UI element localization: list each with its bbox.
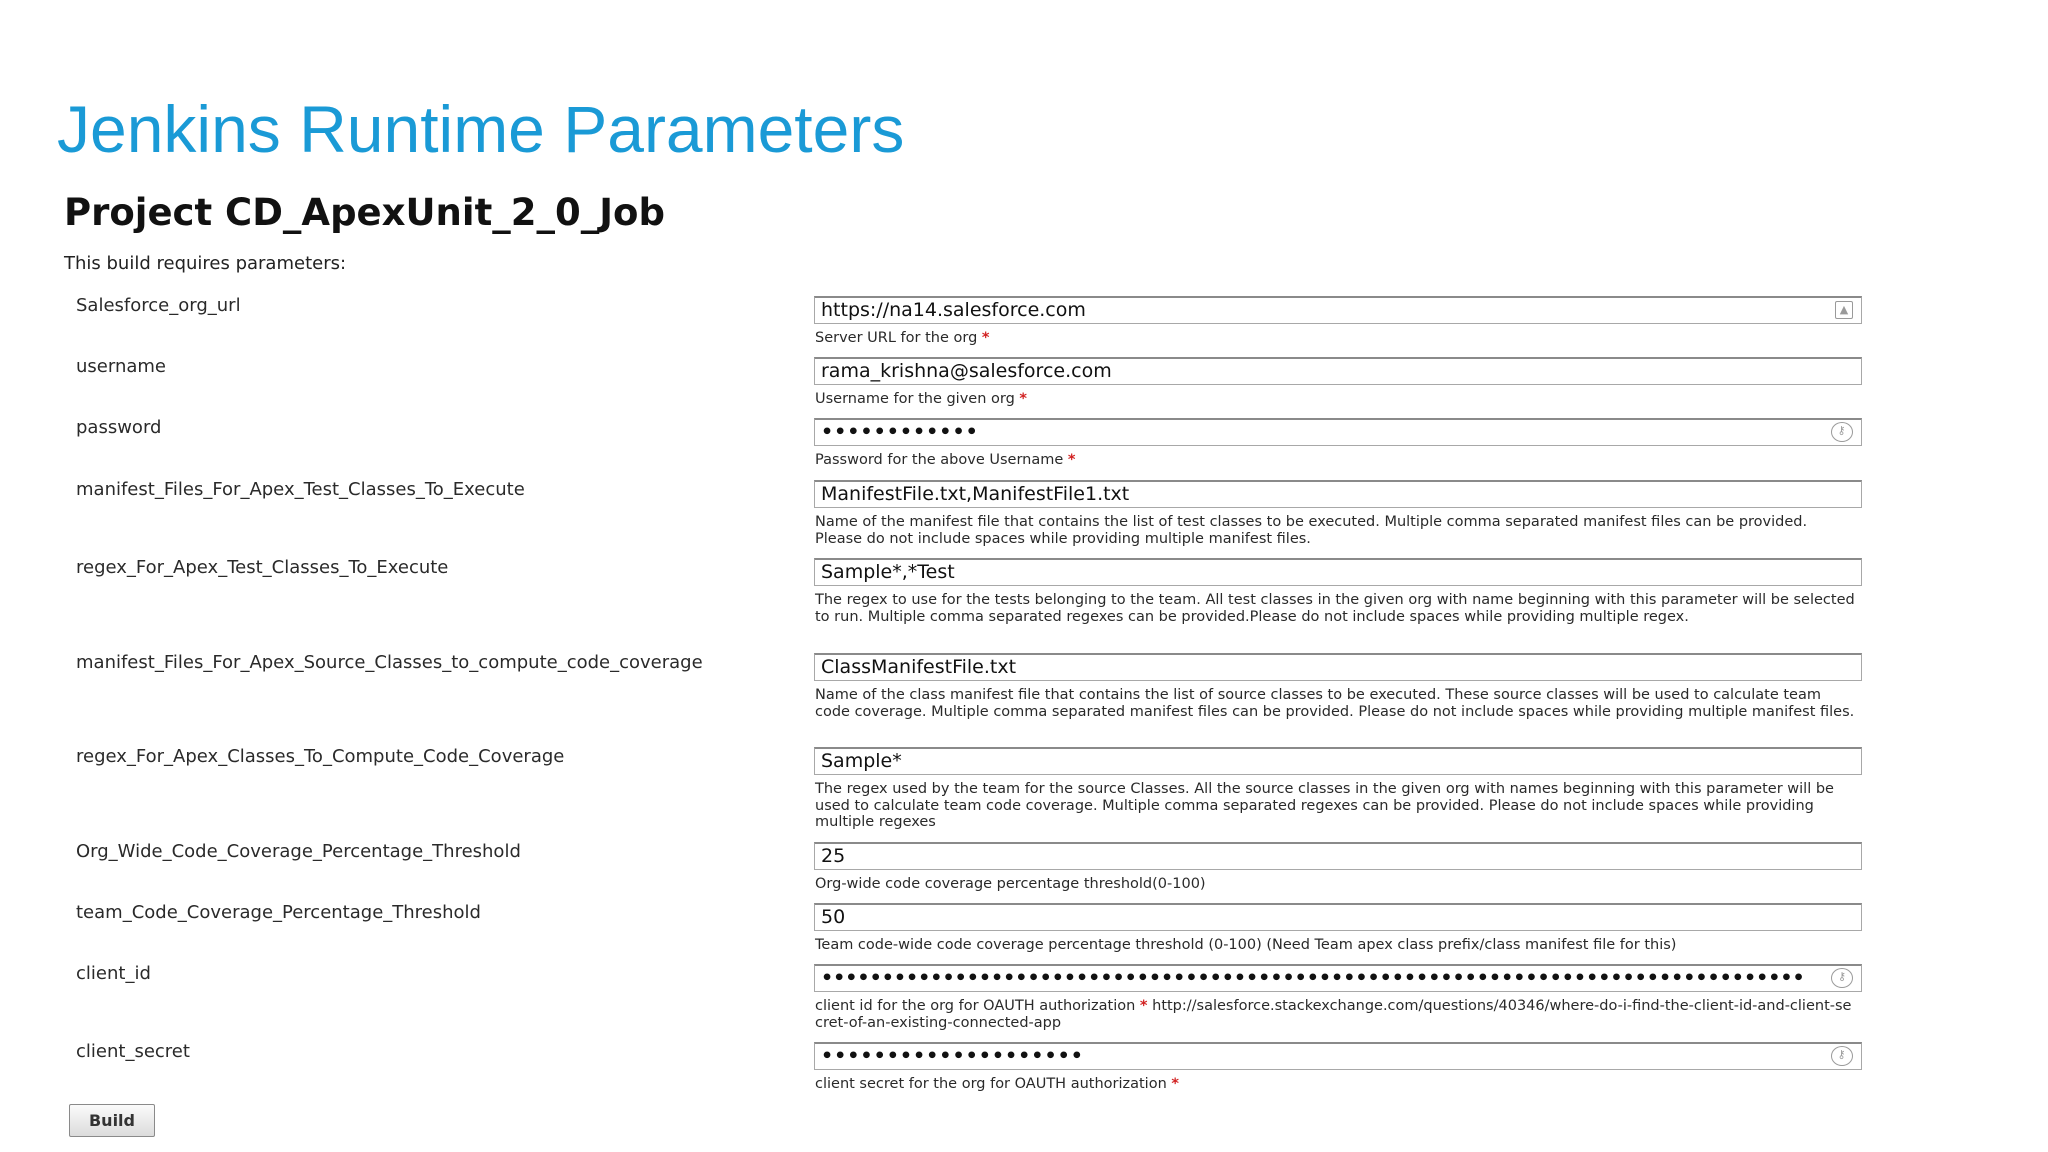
regex-coverage-classes-value: Sample* bbox=[821, 750, 902, 772]
param-desc-password: Password for the above Username * bbox=[815, 452, 1076, 468]
regex-test-classes-input[interactable] bbox=[814, 558, 1862, 586]
key-icon[interactable]: ⚷ bbox=[1831, 968, 1853, 988]
manifest-test-classes-value: ManifestFile.txt,ManifestFile1.txt bbox=[821, 483, 1130, 505]
key-icon[interactable]: ⚷ bbox=[1831, 1046, 1853, 1066]
param-label-regex-coverage-classes: regex_For_Apex_Classes_To_Compute_Code_Coverage bbox=[76, 746, 565, 767]
project-title: Project CD_ApexUnit_2_0_Job bbox=[64, 191, 665, 234]
param-label-manifest-test-classes: manifest_Files_For_Apex_Test_Classes_To_Execute bbox=[76, 479, 525, 500]
salesforce-org-url-input[interactable] bbox=[814, 296, 1862, 324]
password-input[interactable] bbox=[814, 418, 1862, 446]
build-button[interactable]: Build bbox=[69, 1104, 155, 1137]
param-desc-manifest-test-classes: Name of the manifest file that contains the list of test classes to be executed. Multiple comma separated manifest files can be provided. Please do not include spaces while providing multiple manifest files. bbox=[815, 514, 1808, 547]
client-secret-value: •••••••••••••••••••• bbox=[821, 1045, 1084, 1067]
param-desc-salesforce-org-url: Server URL for the org * bbox=[815, 330, 990, 346]
param-desc-client-id: client id for the org for OAUTH authorization * http://salesforce.stackexchange.com/questions/40346/where-do-i-find-the-client-id-and-client-secret-of-an-existing-connected-app bbox=[815, 998, 1852, 1031]
param-desc-client-secret: client secret for the org for OAUTH authorization * bbox=[815, 1076, 1179, 1092]
param-desc-org-coverage-threshold: Org-wide code coverage percentage threshold(0-100) bbox=[815, 876, 1206, 892]
param-desc-team-coverage-threshold: Team code-wide code coverage percentage threshold (0-100) (Need Team apex class prefix/class manifest file for this) bbox=[815, 937, 1677, 953]
param-label-manifest-source-classes: manifest_Files_For_Apex_Source_Classes_to_compute_code_coverage bbox=[76, 652, 703, 673]
param-label-password: password bbox=[76, 417, 162, 438]
client-id-help-link[interactable]: http://salesforce.stackexchange.com/questions/40346/where-do-i-find-the-client-id-and-client-secret-of-an-existing-connected-app bbox=[815, 998, 1852, 1031]
requires-parameters-text: This build requires parameters: bbox=[64, 253, 347, 274]
required-mark: * bbox=[1139, 998, 1148, 1014]
manifest-source-classes-value: ClassManifestFile.txt bbox=[821, 656, 1017, 678]
key-icon[interactable]: ⚷ bbox=[1831, 422, 1853, 442]
client-id-value: ••••••••••••••••••••••••••••••••••••••••••••••••••••••••••••••••••••••••••••••••• bbox=[821, 967, 1805, 989]
org-coverage-threshold-input[interactable] bbox=[814, 842, 1862, 870]
required-mark: * bbox=[981, 330, 990, 346]
regex-test-classes-value: Sample*,*Test bbox=[821, 561, 955, 583]
param-label-client-secret: client_secret bbox=[76, 1041, 190, 1062]
param-label-regex-test-classes: regex_For_Apex_Test_Classes_To_Execute bbox=[76, 557, 449, 578]
regex-coverage-classes-input[interactable] bbox=[814, 747, 1862, 775]
required-mark: * bbox=[1067, 452, 1076, 468]
slide-title: Jenkins Runtime Parameters bbox=[57, 92, 905, 166]
param-label-salesforce-org-url: Salesforce_org_url bbox=[76, 295, 241, 316]
client-id-input[interactable] bbox=[814, 964, 1862, 992]
param-label-username: username bbox=[76, 356, 166, 377]
required-mark: * bbox=[1019, 391, 1027, 407]
param-label-org-coverage-threshold: Org_Wide_Code_Coverage_Percentage_Threshold bbox=[76, 841, 521, 862]
username-input[interactable] bbox=[814, 357, 1862, 385]
param-desc-regex-test-classes: The regex to use for the tests belonging to the team. All test classes in the given org with name beginning with this parameter will be selected to run. Multiple comma separated regexes can be provided.Please do not include spaces while providing multiple regex. bbox=[815, 592, 1855, 625]
username-value: rama_krishna@salesforce.com bbox=[821, 360, 1112, 382]
contact-card-icon[interactable]: ▲ bbox=[1835, 301, 1853, 319]
manifest-test-classes-input[interactable] bbox=[814, 480, 1862, 508]
password-value: •••••••••••• bbox=[821, 421, 979, 443]
required-mark: * bbox=[1171, 1076, 1179, 1092]
client-secret-input[interactable] bbox=[814, 1042, 1862, 1070]
param-desc-username: Username for the given org * bbox=[815, 391, 1027, 407]
team-coverage-threshold-input[interactable] bbox=[814, 903, 1862, 931]
manifest-source-classes-input[interactable] bbox=[814, 653, 1862, 681]
salesforce-org-url-value: https://na14.salesforce.com bbox=[821, 299, 1086, 321]
param-label-client-id: client_id bbox=[76, 963, 151, 984]
org-coverage-threshold-value: 25 bbox=[821, 845, 846, 867]
param-label-team-coverage-threshold: team_Code_Coverage_Percentage_Threshold bbox=[76, 902, 481, 923]
param-desc-manifest-source-classes: Name of the class manifest file that contains the list of source classes to be executed. These source classes will be used to calculate team code coverage. Multiple comma separated manifest files can be provided. Please do not include spaces while providing multiple manifest files. bbox=[815, 687, 1855, 720]
param-desc-regex-coverage-classes: The regex used by the team for the source Classes. All the source classes in the given org with names beginning with this parameter will be used to calculate team code coverage. Multiple comma separated regexes can be provided. Please do not include spaces while providing multiple regexes bbox=[815, 781, 1834, 830]
team-coverage-threshold-value: 50 bbox=[821, 906, 846, 928]
